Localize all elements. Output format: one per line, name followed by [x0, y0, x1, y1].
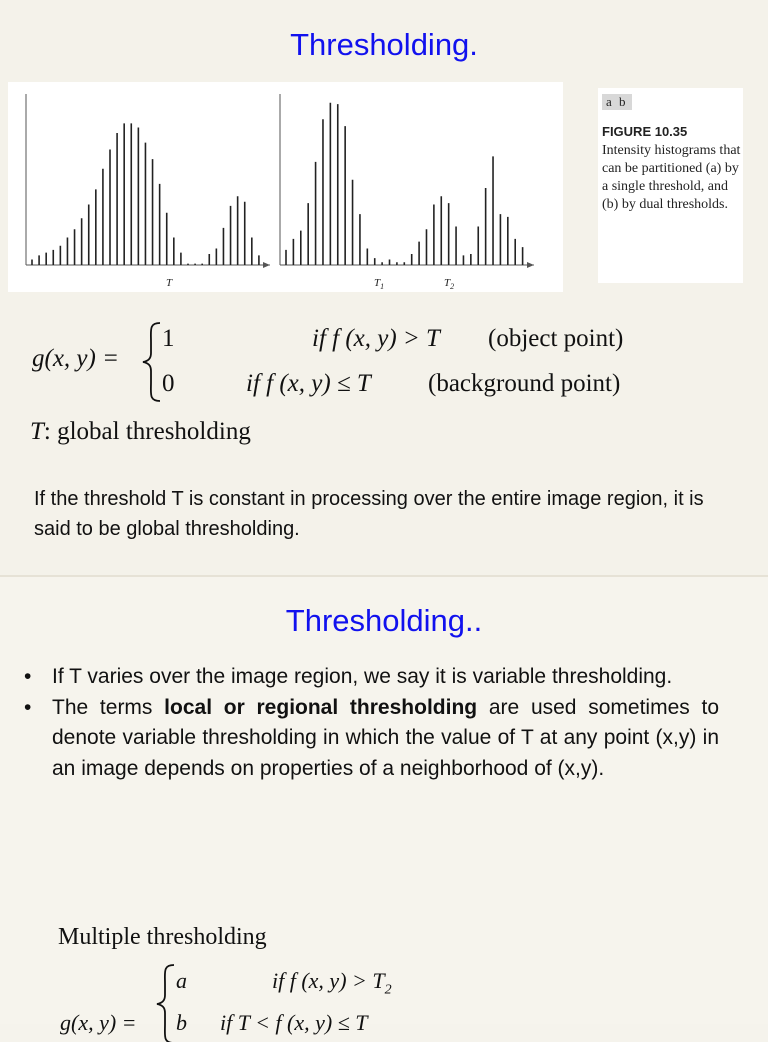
multi-eq-lhs: g(x, y) = [60, 1010, 137, 1035]
case2-note: (background point) [428, 370, 621, 397]
panel-label: a b [602, 94, 632, 110]
histogram-b [280, 94, 534, 268]
brace-icon [154, 962, 178, 1042]
slide-title: Thresholding. [290, 27, 478, 62]
threshold-label-T1: $T_1$ [374, 277, 385, 291]
brace-icon [140, 320, 164, 404]
bullet-text: The terms [52, 695, 165, 719]
multi-case1-subscript: 2 [384, 982, 392, 998]
multi-case1-value: a [176, 968, 187, 993]
case2-value: 0 [162, 370, 175, 397]
list-item [24, 693, 719, 785]
multi-case1-condition [272, 968, 392, 998]
t-variable: T [30, 418, 44, 445]
multi-case1-condition-text: if f (x, y) > T [272, 968, 385, 993]
threshold-label-T2: $T_2$ [444, 277, 455, 291]
bullet-text-continued: are used sometimes to denote variable thresholding in which the value of T at any point (x,y) in an image depends on properties of a neighborhood of (x,y). [52, 695, 720, 780]
equation-lhs: g(x, y) = [32, 345, 119, 372]
slide-variable-thresholding [0, 577, 768, 1024]
multi-case2-value: b [176, 1010, 187, 1035]
histogram-figure [8, 82, 563, 292]
multi-case2-condition: if T < f (x, y) ≤ T [220, 1010, 368, 1035]
bullet-list [24, 662, 719, 784]
case2-condition: if f (x, y) ≤ T [246, 370, 371, 397]
figure-caption-panel [598, 88, 743, 283]
figure-label: FIGURE 10.35 [602, 124, 688, 139]
case1-note: (object point) [488, 325, 624, 352]
bullet-icon: • [24, 665, 32, 688]
list-item [24, 662, 719, 693]
axis-arrow-icon [527, 262, 534, 268]
histogram-plot [8, 82, 563, 292]
bullet-text: If T varies over the image region, we say it is variable thresholding. [52, 665, 673, 688]
threshold-label-T: T [166, 277, 173, 289]
t-description: : global thresholding [43, 418, 251, 445]
figure-caption: Intensity histograms that can be partitioned (a) by a single threshold, and (b) by dual thresholds. [602, 143, 741, 212]
multiple-thresholding-heading: Multiple thresholding [58, 924, 267, 950]
bullet-icon: • [24, 695, 32, 719]
global-threshold-paragraph: If the threshold T is constant in processing over the entire image region, it is said to be global thresholding. [34, 488, 704, 540]
global-threshold-line [30, 418, 251, 446]
histogram-a [26, 94, 270, 268]
case1-value: 1 [162, 325, 175, 352]
slide-title: Thresholding.. [285, 603, 483, 638]
axis-arrow-icon [263, 262, 270, 268]
bullet-bold-text: local or regional thresholding [164, 695, 478, 719]
case1-condition: if f (x, y) > T [312, 325, 440, 352]
